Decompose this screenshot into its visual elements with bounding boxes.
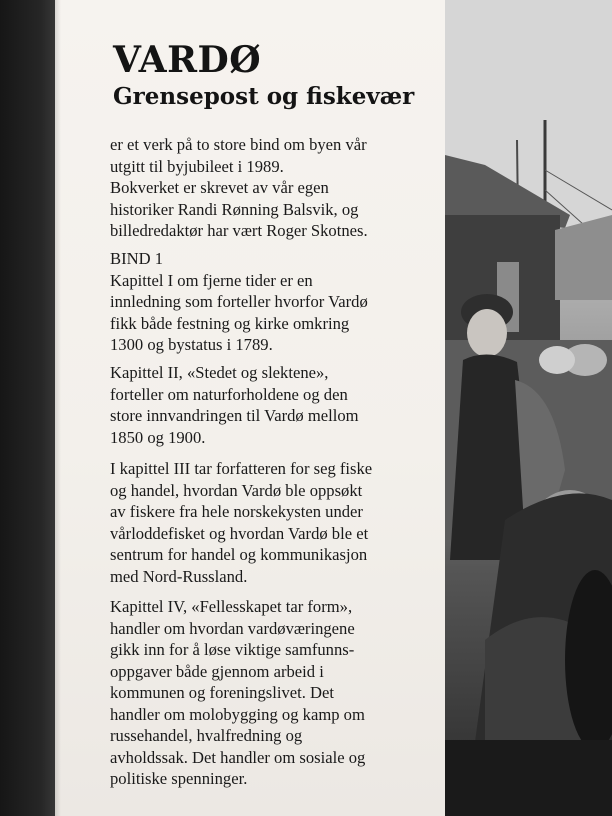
harbour-photo	[445, 0, 612, 816]
text-line: billedredaktør har vært Roger Skotnes.	[110, 221, 368, 240]
text-line: kommunen og foreningslivet. Det	[110, 683, 334, 702]
text-line: utgitt til byjubileet i 1989.	[110, 156, 284, 176]
chapter-4-paragraph	[110, 596, 440, 790]
text-line: politiske spenninger.	[110, 769, 248, 788]
text-line: Kapittel I om fjerne tider er en	[110, 270, 313, 290]
text-line: russehandel, hvalfredning og	[110, 726, 303, 745]
book-subtitle: Grensepost og fiskevær	[113, 83, 415, 110]
text-line: store innvandringen til Vardø mellom	[110, 406, 359, 425]
text-line: av fiskere fra hele norskekysten under	[110, 502, 363, 521]
text-line: og handel, hvordan Vardø ble oppsøkt	[110, 480, 363, 500]
text-line: forteller om naturforholdene og den	[110, 384, 348, 404]
chapter-2-paragraph	[110, 362, 440, 448]
chapter-1-paragraph	[110, 248, 440, 356]
text-line: handler om molobygging og kamp om	[110, 704, 365, 724]
text-line: er et verk på to store bind om byen vår	[110, 135, 367, 154]
text-line: historiker Randi Rønning Balsvik, og	[110, 199, 359, 219]
text-line: 1850 og 1900.	[110, 427, 206, 447]
text-line: gikk inn for å løse viktige samfunns-	[110, 640, 355, 659]
text-line: I kapittel III tar forfatteren for seg fiske	[110, 459, 373, 478]
text-line: oppgaver både gjennom arbeid i	[110, 661, 324, 681]
text-line: handler om hvordan vardøværingene	[110, 618, 355, 638]
text-line: Kapittel IV, «Fellesskapet tar form»,	[110, 597, 353, 616]
text-line: 1300 og bystatus i 1789.	[110, 335, 273, 354]
text-line: BIND 1	[110, 249, 164, 268]
text-line: Bokverket er skrevet av vår egen	[110, 178, 329, 197]
text-line: avholdssak. Det handler om sosiale og	[110, 747, 366, 767]
text-line: med Nord-Russland.	[110, 566, 248, 586]
text-line: sentrum for handel og kommunikasjon	[110, 545, 368, 564]
book-title: VARDØ	[113, 39, 262, 81]
intro-paragraph	[110, 134, 440, 242]
text-line: vårloddefisket og hvordan Vardø ble et	[110, 523, 369, 543]
text-line: Kapittel II, «Stedet og slektene»,	[110, 363, 329, 382]
text-line: innledning som forteller hvorfor Vardø	[110, 292, 368, 311]
chapter-3-paragraph	[110, 458, 440, 587]
text-line: fikk både festning og kirke omkring	[110, 313, 350, 333]
table-background	[0, 0, 58, 816]
